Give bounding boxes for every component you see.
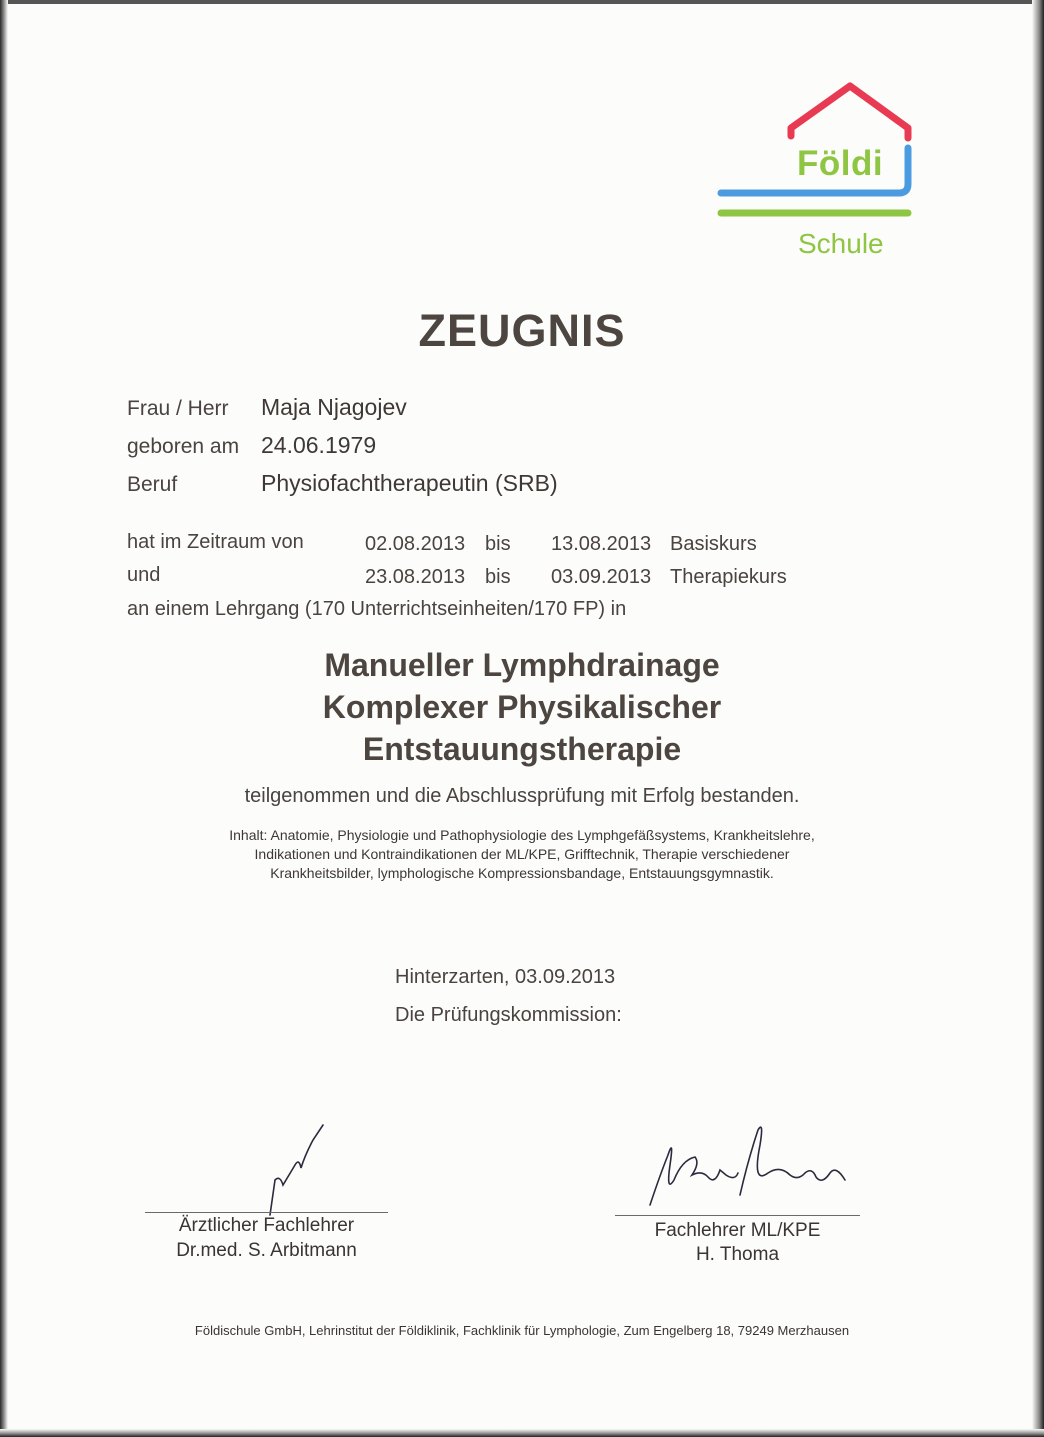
signature-arbitmann	[255, 1120, 335, 1220]
content-line: Indikationen und Kontraindikationen der ML/KPE, Grifftechnik, Therapie verschiedener	[254, 846, 790, 862]
signature-line	[615, 1215, 860, 1216]
period-to-word: bis	[485, 533, 511, 555]
job-label: Beruf	[127, 473, 178, 496]
scan-edge-top	[0, 0, 1044, 4]
period-intro: und	[127, 564, 161, 586]
job-title: Physiofachtherapeutin (SRB)	[261, 470, 558, 496]
logo-name: Földi	[797, 144, 884, 183]
signer-role: Ärztlicher Fachlehrer	[178, 1215, 355, 1236]
person-name: Maja Njagojev	[261, 394, 407, 420]
passed-statement: teilgenommen und die Abschlussprüfung mit Erfolg bestanden.	[244, 785, 800, 807]
period-from: 23.08.2013	[365, 566, 466, 588]
content-line: Inhalt: Anatomie, Physiologie und Pathophysiologie des Lymphgefäßsystems, Krankheitslehre,	[229, 827, 815, 843]
signer-role: Fachlehrer ML/KPE	[654, 1220, 821, 1241]
lehrgang-line: an einem Lehrgang (170 Unterrichtseinheiten/170 FP) in	[127, 598, 627, 620]
birth-date: 24.06.1979	[261, 432, 377, 458]
period-from: 02.08.2013	[365, 533, 466, 555]
commission-label: Die Prüfungskommission:	[395, 1004, 622, 1026]
signature-thoma	[640, 1115, 855, 1215]
content-line: Krankheitsbilder, lymphologische Kompressionsbandage, Entstauungsgymnastik.	[270, 865, 774, 881]
course-title-line: Manueller Lymphdrainage	[324, 647, 720, 683]
period-to: 13.08.2013	[551, 533, 652, 555]
signer-name: H. Thoma	[695, 1244, 780, 1265]
footer-address: Földischule GmbH, Lehrinstitut der Földiklinik, Fachklinik für Lymphologie, Zum Engelberg 18, 79249 Merzhausen	[194, 1323, 850, 1338]
course-title-line: Entstauungstherapie	[362, 731, 682, 767]
course-title-line: Komplexer Physikalischer	[322, 689, 722, 725]
period-course: Basiskurs	[670, 533, 757, 555]
place-date: Hinterzarten, 03.09.2013	[395, 966, 616, 988]
period-course: Therapiekurs	[670, 566, 787, 588]
logo-subtitle: Schule	[798, 228, 884, 259]
period-to-word: bis	[485, 566, 511, 588]
period-to: 03.09.2013	[551, 566, 652, 588]
signature-line	[145, 1212, 388, 1213]
name-label: Frau / Herr	[127, 397, 229, 420]
scan-edge-bottom	[0, 1429, 1044, 1437]
signer-name: Dr.med. S. Arbitmann	[176, 1240, 357, 1261]
certificate-title: ZEUGNIS	[418, 305, 626, 356]
period-intro: hat im Zeitraum von	[127, 531, 304, 553]
born-label: geboren am	[127, 435, 240, 458]
